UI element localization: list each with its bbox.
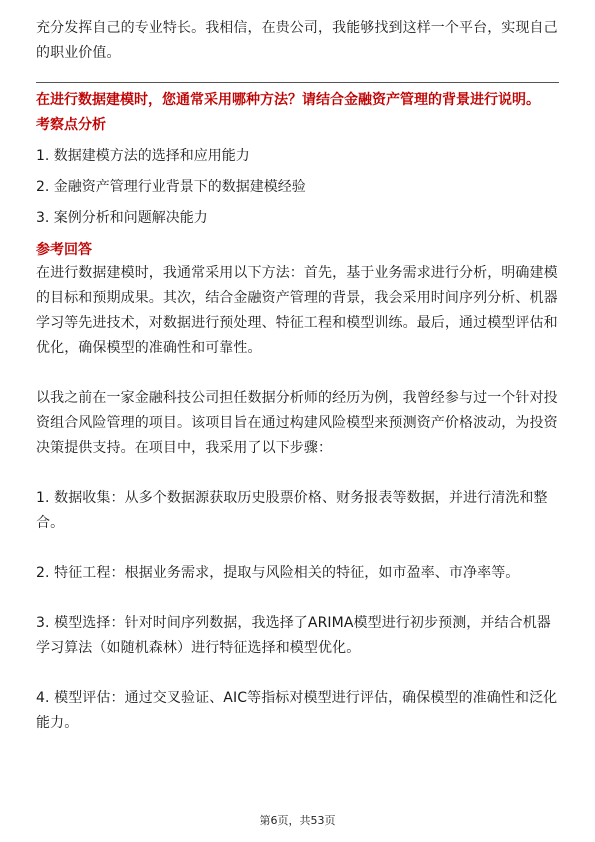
answer-heading: 参考回答	[36, 242, 92, 258]
analysis-point: 3. 案例分析和问题解决能力	[36, 210, 208, 226]
answer-step: 1. 数据收集：从多个数据源获取历史股票价格、财务报表等数据，并进行清洗和整合。	[36, 490, 548, 531]
answer-step: 4. 模型评估：通过交叉验证、AIC等指标对模型进行评估，确保模型的准确性和泛化能力。	[36, 690, 558, 731]
document-page	[36, 16, 559, 736]
analysis-point: 2. 金融资产管理行业背景下的数据建模经验	[36, 179, 306, 195]
analysis-heading: 考察点分析	[36, 117, 106, 133]
answer-step: 2. 特征工程：根据业务需求，提取与风险相关的特征，如市盈率、市净率等。	[36, 565, 520, 581]
page-number-footer: 第6页，共53页	[259, 814, 336, 827]
answer-paragraph: 在进行数据建模时，我通常采用以下方法：首先，基于业务需求进行分析，明确建模的目标和预期成果。其次，结合金融资产管理的背景，我会采用时间序列分析、机器学习等先进技术，对数据进行预处理、特征工程和模型训练。最后，通过模型评估和优化，确保模型的准确性和可靠性。	[36, 265, 558, 356]
analysis-point: 1. 数据建模方法的选择和应用能力	[36, 148, 250, 164]
interview-question: 在进行数据建模时，您通常采用哪种方法？请结合金融资产管理的背景进行说明。	[36, 92, 540, 108]
answer-paragraph: 以我之前在一家金融科技公司担任数据分析师的经历为例，我曾经参与过一个针对投资组合风险管理的项目。该项目旨在通过构建风险模型来预测资产价格波动，为投资决策提供支持。在项目中，我采用了以下步骤：	[36, 390, 558, 456]
intro-paragraph: 充分发挥自己的专业特长。我相信，在贵公司，我能够找到这样一个平台，实现自己的职业价值。	[36, 20, 558, 61]
answer-step: 3. 模型选择：针对时间序列数据，我选择了ARIMA模型进行初步预测，并结合机器学习算法（如随机森林）进行特征选择和模型优化。	[36, 615, 551, 656]
section-divider	[36, 82, 559, 83]
